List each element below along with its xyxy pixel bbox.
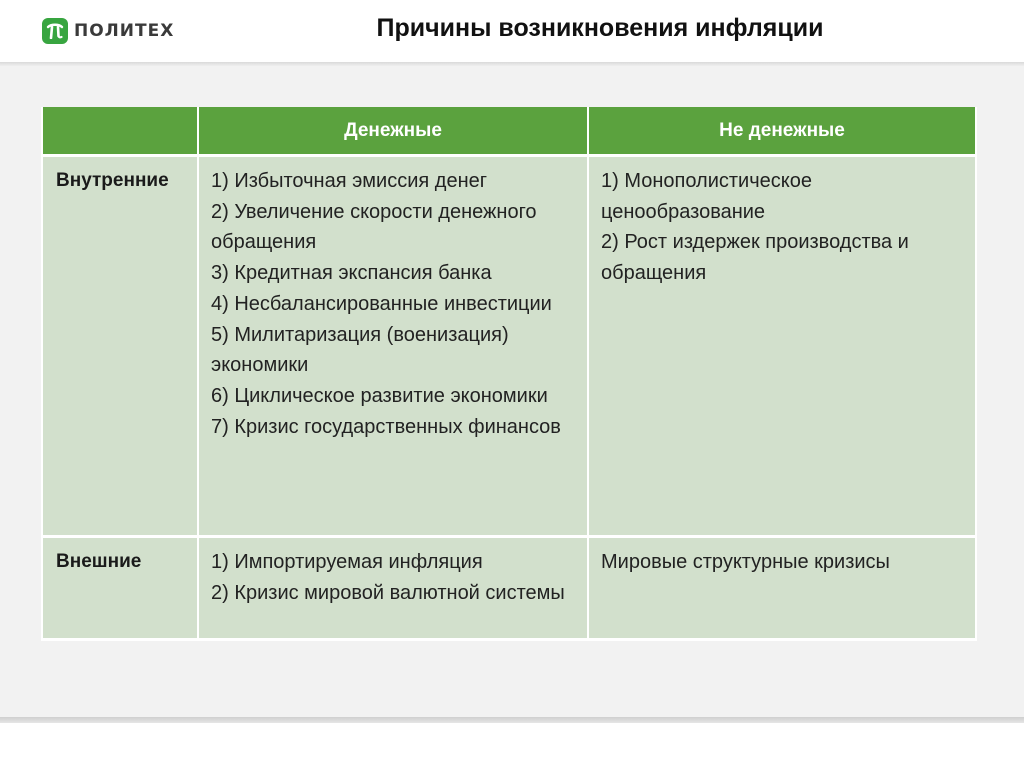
- cell-internal-monetary: [198, 156, 588, 537]
- table-header-row: [42, 107, 976, 156]
- column-header-non-monetary: Не денежные: [588, 107, 976, 156]
- cause-item: 2) Кризис мировой валютной системы: [211, 581, 565, 604]
- table-row-internal: [42, 156, 976, 537]
- slide-title: Причины возникновения инфляции: [376, 14, 824, 42]
- cause-item: 2) Рост издержек производства и обращения: [601, 231, 909, 285]
- brand-logo: [42, 17, 174, 45]
- cell-external-non-monetary: [588, 537, 976, 640]
- cause-item: 1) Избыточная эмиссия денег: [211, 170, 488, 192]
- row-label-internal: Внутренние: [42, 156, 198, 537]
- inflation-causes-table: [41, 107, 977, 641]
- cause-item: 3) Кредитная экспансия банка: [211, 262, 492, 285]
- cause-item: 2) Увеличение скорости денежного обращения: [211, 200, 537, 254]
- slide-footer: [0, 723, 1024, 767]
- column-header-monetary: Денежные: [198, 107, 588, 156]
- cell-internal-non-monetary: [588, 156, 976, 537]
- column-header-empty: [42, 107, 198, 156]
- cell-external-monetary: [198, 537, 588, 640]
- table-row-external: [42, 537, 976, 640]
- cause-item: 1) Импортируемая инфляция: [211, 551, 483, 573]
- brand-name: ПОЛИТЕХ: [74, 21, 175, 41]
- row-label-external: Внешние: [42, 537, 198, 640]
- pi-logo-icon: [42, 18, 68, 44]
- cause-item: Мировые структурные кризисы: [601, 551, 890, 573]
- cause-item: 4) Несбалансированные инвестиции: [211, 292, 552, 315]
- cause-item: 5) Милитаризация (военизация) экономики: [211, 323, 509, 377]
- cause-item: 1) Монополистическое ценообразование: [601, 170, 812, 223]
- cause-item: 6) Циклическое развитие экономики: [211, 384, 548, 407]
- slide-header: [0, 0, 1024, 62]
- cause-item: 7) Кризис государственных финансов: [211, 415, 561, 438]
